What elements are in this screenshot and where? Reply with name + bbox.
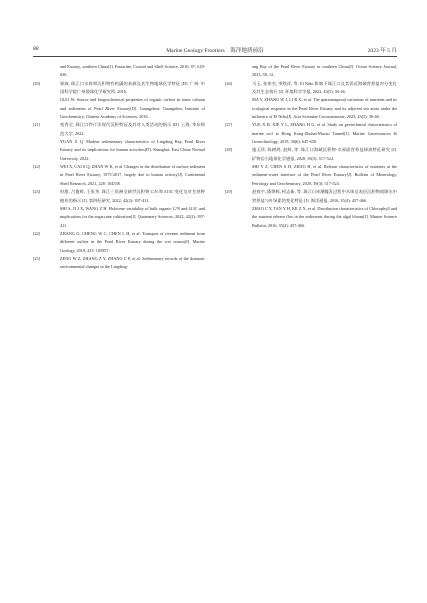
reference-text: ZHANG G, CHENG W C, CHEN L H, et al. Transport of riverine sediment from different outlets in the Pearl River Estuary during the wet season[J]. Marine Geology, 2019, 415: 105957.: [60, 230, 205, 253]
reference-number: [29]: [225, 189, 233, 195]
reference-translation: [33, 138, 205, 163]
reference-text: and Estuary, southern China[J]. Estuarine, Coastal and Shelf Science, 2010, 87: 618-630.: [60, 64, 205, 78]
reference-number: [23]: [33, 189, 41, 195]
left-column: [33, 63, 205, 272]
header-rule: [33, 56, 397, 57]
issue-date: 2023 年 5 月: [367, 48, 397, 54]
page-number: 88: [33, 46, 39, 52]
reference-entry: [225, 188, 397, 205]
reference-text: 赵春宇, 谭烨辉, 柯志新, 等. 珠江口赤潮爆发过程中水体及表层沉积物间隙水中营养盐与叶绿素的变化特征 [J]. 海洋通报, 2016, 35(4): 457-466.: [252, 189, 397, 203]
reference-number: [25]: [33, 255, 41, 261]
reference-text: YUE X B, XIE Y L, ZHANG H G, et al. Study on geotechnical characteristics of marine soil at Hong Kong-Zhuhai-Macao Tunnel[J]. Marine Georesources & Geotechnology, 2019, 38(6): 647-658.: [252, 122, 397, 145]
reference-number: [26]: [225, 80, 233, 86]
journal-title: Marine Geology Frontiers 海洋地质前沿: [166, 48, 264, 54]
reference-number: [24]: [33, 230, 41, 236]
reference-text: ZHAO C Y, TAN Y H, KE Z X, et al. Distribution characteristics of Chlorophyll and the nutrient release flux in the sediments during the algal bloom[J]. Marine Science Bulletin, 2016, 35(4): 457-466.: [252, 205, 397, 228]
reference-entry: [225, 80, 397, 97]
reference-number: [22]: [33, 164, 41, 170]
reference-entry: [33, 230, 205, 255]
reference-text: 郭威. 珠江口水体和沉积物有机碳的来源及其生物地球化学特征 [D]. 广州: 中国科学院广州地球化学研究所, 2016.: [60, 80, 205, 95]
right-column: [225, 63, 397, 230]
reference-translation: [33, 63, 205, 80]
reference-text: YUAN X Q. Modern sedimentary characteristics of Lingding Bay, Pearl River Estuary and its implications for human activities[D]. Shanghai: East China Normal University, 2022.: [60, 139, 205, 161]
reference-translation: [33, 205, 205, 230]
reference-text: ang Bay of the Pearl River Estuary in southern China[J]. Ocean Science Journal, 2023, 58, 12.: [252, 64, 397, 78]
reference-text: 马玉, 张伟杰, 李铁祥, 等. El Niño 影响下珠江口及其邻近海域营养盐对分变化及其生态效应 [J]. 环境科学学报, 2023, 43(5): 56-46.: [252, 80, 397, 95]
reference-text: 施玉珍, 陈树鸿, 赵辉, 等. 珠江口海域沉积物-水界面营养盐释放特征研究 [J]. 矿物岩石地球化学通报, 2020, 39(3): 517-524.: [252, 147, 397, 161]
reference-entry: [33, 188, 205, 205]
reference-translation: [225, 96, 397, 121]
reference-entry: [33, 255, 205, 272]
reference-text: 苑秀全. 珠江口伶仃洋现代沉积特征及其对人类活动的指示 [D]. 上海: 华东师范大学, 2022.: [60, 122, 205, 136]
reference-translation: [225, 163, 397, 188]
reference-number: [28]: [225, 147, 233, 153]
reference-entry: [33, 80, 205, 97]
reference-entry: [225, 146, 397, 163]
reference-text: MA Y, ZHANG W J, LI R X, et al. The spatiotemporal variations of nutrients and its ecological response in the Pearl River Estuary and its adjacent sea areas under the influence of El Niño[J]. Acta Scientiae Circumstantiae, 2023, 43(5): 36-46.: [252, 97, 397, 120]
reference-text: GUO W. Source and biogeochemical properties of organic carbon in water column and sediments of Pearl River Estuary[D]. Guangzhou: Guangzhou Institute of Geochemistry, Chinese Academy of Sciences, 2016.: [60, 97, 205, 120]
reference-text: WEI X, CAI S Q, ZHAN W K, et al. Changes in the distribution of surface sediment in Pearl River Estuary, 1975-2017, largely due to human activity[J]. Continental Shelf Research, 2021, 228: 104538.: [60, 164, 205, 186]
reference-number: [21]: [33, 122, 41, 128]
running-header: [33, 46, 397, 56]
reference-text: 时甜, 吕俊辉, 王张华. 珠江三角洲全新世沉积物 C/N 和 δ13C 变化及对甘蔗种植业的指示 [J]. 第四纪研究, 2022, 42(2): 397-411.: [60, 189, 205, 203]
reference-entry: [225, 121, 397, 146]
reference-translation: [225, 205, 397, 230]
reference-text: SHI S, JI J X, WANG Z H. Holocene variability of bulk organic C/N and δ13C and implications for the sugarcane cultivation[J]. Quaternary Sciences, 2022, 42(2): 397-411.: [60, 205, 205, 228]
reference-text: ZENG W Z, ZHANG Z Y, ZHANG C P, et al. Sedimentary records of the dramatic environmental changes in the Lingding-: [60, 255, 205, 270]
reference-number: [27]: [225, 122, 233, 128]
reference-number: [20]: [33, 80, 41, 86]
reference-text: SHI Y Z, CHEN S H, ZHAO H, et al. Release characteristics of nutrients at the sediment-water interface of the Pearl River Estuary[J]. Bulletin of Mineralogy, Petrology and Geochemistry, 2020, 39(3): 517-524.: [252, 164, 397, 186]
reference-translation: [225, 63, 397, 80]
reference-entry: [33, 163, 205, 188]
reference-entry: [33, 121, 205, 138]
reference-translation: [33, 96, 205, 121]
